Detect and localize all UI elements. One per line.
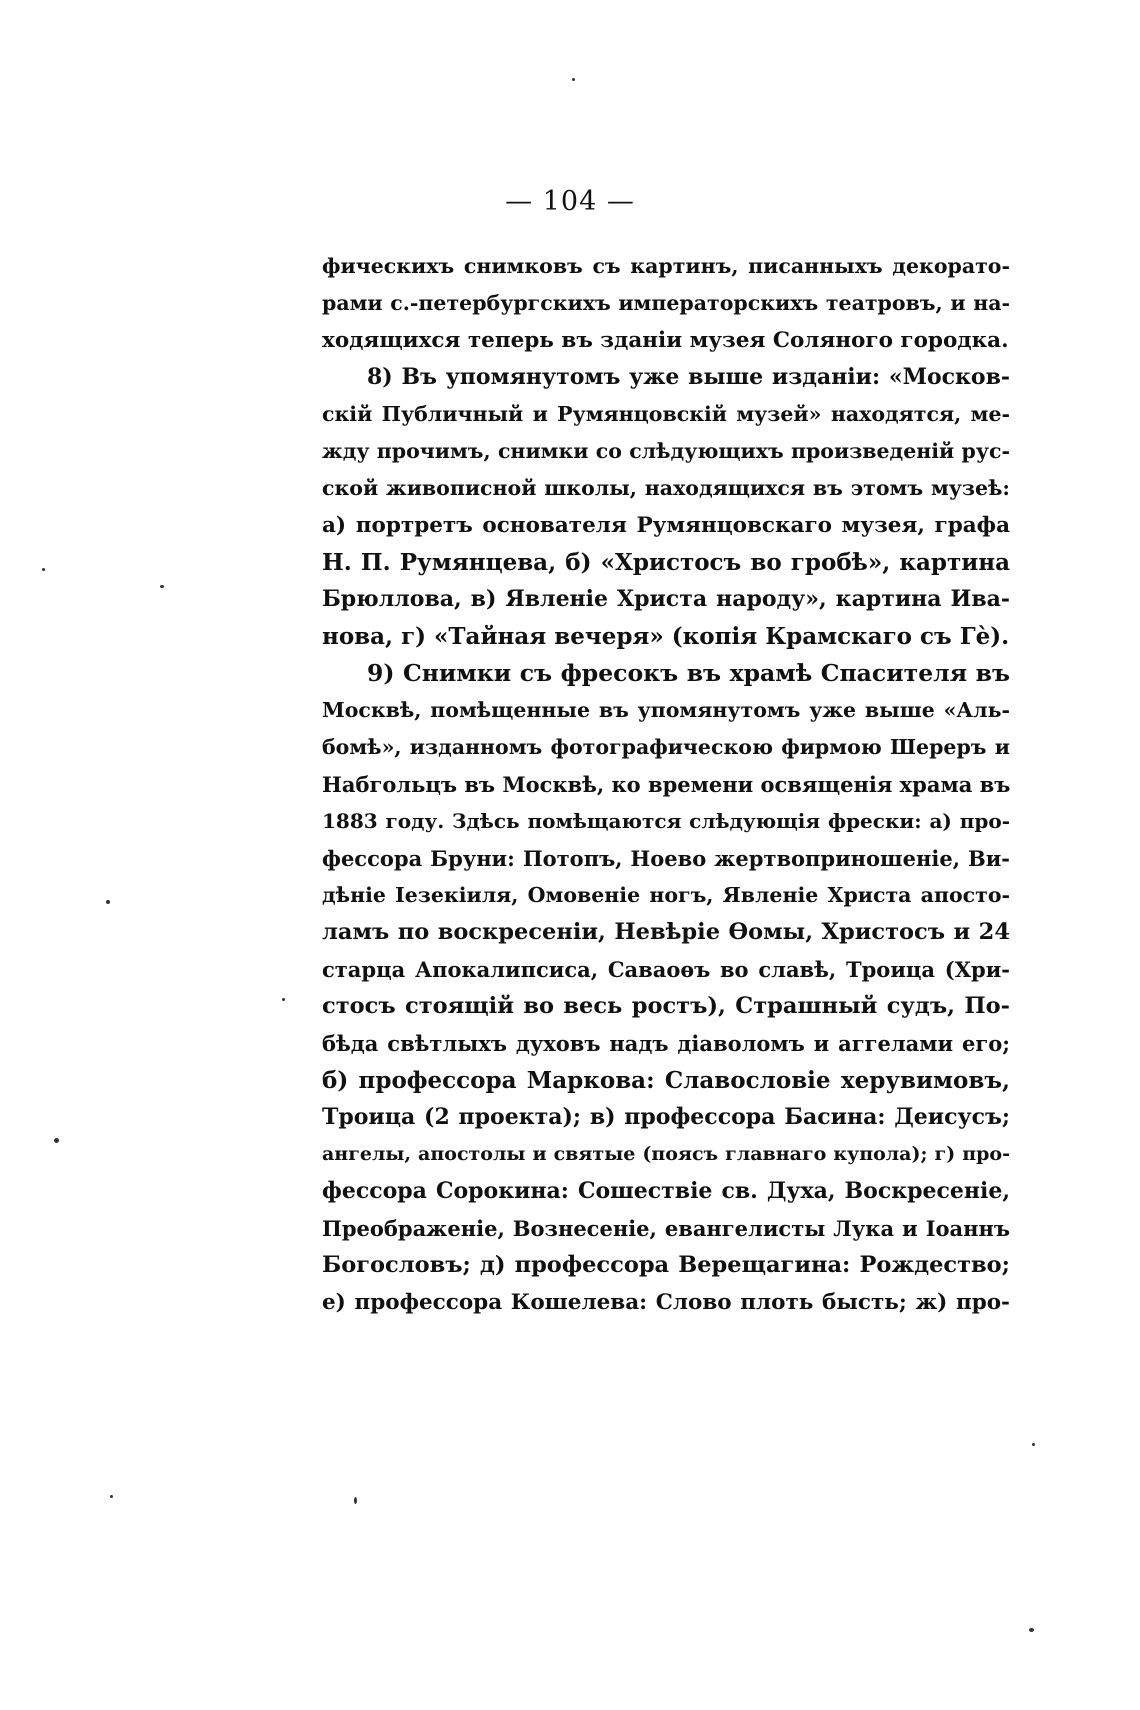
text-line: Набгольцъ въ Москвѣ, ко времени освященія храма въ: [322, 772, 1011, 797]
text-line: бомѣ», изданномъ фотографическою фирмою Шереръ и: [322, 735, 1010, 759]
text-line: рами с.-петербургскихъ императорскихъ театровъ, и на-: [322, 291, 1010, 315]
scan-speck: [572, 78, 575, 81]
text-line: фическихъ снимковъ съ картинъ, писанныхъ декорато-: [322, 254, 1010, 278]
text-line: Преображеніе, Вознесеніе, евангелисты Лука и Іоаннъ: [322, 1216, 1010, 1241]
scan-speck: [1032, 1443, 1035, 1446]
text-line: 8) Въ упомянутомъ уже выше изданіи: «Москов-: [367, 364, 1010, 390]
body-text: [322, 248, 1010, 1321]
scan-speck: [282, 998, 285, 1001]
text-line: а) портретъ основателя Румянцовскаго музея, графа: [322, 513, 1010, 538]
scan-speck: [354, 1497, 357, 1504]
scan-speck: [110, 1495, 113, 1498]
text-line: ангелы, апостолы и святые (поясъ главнаго купола); г) про-: [322, 1143, 1010, 1165]
text-line: Троица (2 проекта); в) профессора Басина: Деисусъ;: [322, 1104, 1010, 1130]
text-line: дѣніе Іезекіиля, Омовеніе ногъ, Явленіе Христа апосто-: [322, 883, 1010, 907]
text-line: жду прочимъ, снимки со слѣдующихъ произведеній рус-: [322, 439, 1010, 463]
text-line: Москвѣ, помѣщенные въ упомянутомъ уже выше «Аль-: [322, 698, 1010, 722]
scan-speck: [160, 585, 164, 588]
text-line: бѣда свѣтлыхъ духовъ надъ діаволомъ и аггелами его;: [322, 1031, 1010, 1056]
text-line: фессора Бруни: Потопъ, Ноево жертвоприношеніе, Ви-: [322, 846, 1010, 871]
text-line: старца Апокалипсиса, Саваоѳъ во славѣ, Троица (Хри-: [322, 957, 1010, 982]
text-line: скій Публичный и Румянцовскій музей» находятся, ме-: [322, 402, 1010, 426]
text-line: стосъ стоящій во весь ростъ), Страшный судъ, По-: [322, 993, 1010, 1019]
scan-speck: [42, 568, 45, 571]
text-line: нова, г) «Тайная вечеря» (копія Крамскаго съ Гè).: [322, 623, 1010, 650]
text-line: 9) Снимки съ фресокъ въ храмѣ Спасителя въ: [367, 659, 1010, 687]
text-line: ходящихся теперь въ зданіи музея Соляного городка.: [322, 328, 1009, 353]
text-line: Богословъ; д) профессора Верещагина: Рождество;: [322, 1252, 1010, 1278]
text-line: 1883 году. Здѣсь помѣщаются слѣдующія фрески: а) про-: [322, 809, 1010, 833]
text-line: ламъ по воскресеніи, Невѣріе Ѳомы, Христосъ и 24: [322, 919, 1010, 945]
text-line: фессора Сорокина: Сошествіе св. Духа, Воскресеніе,: [322, 1178, 1010, 1204]
scan-speck: [1029, 1628, 1034, 1632]
page-number: — 104 —: [505, 186, 635, 217]
text-line: б) профессора Маркова: Славословіе херувимовъ,: [322, 1067, 1010, 1094]
scan-speck: [54, 1138, 59, 1143]
scan-speck: [106, 900, 110, 904]
text-line: Брюллова, в) Явленіе Христа народу», картина Ива-: [322, 586, 1010, 612]
text-line: Н. П. Румянцева, б) «Христосъ во гробѣ», картина: [322, 549, 1010, 576]
text-line: ской живописной школы, находящихся въ этомъ музеѣ:: [322, 476, 1010, 500]
text-line: е) профессора Кошелева: Слово плоть бысть; ж) про-: [322, 1290, 1010, 1315]
